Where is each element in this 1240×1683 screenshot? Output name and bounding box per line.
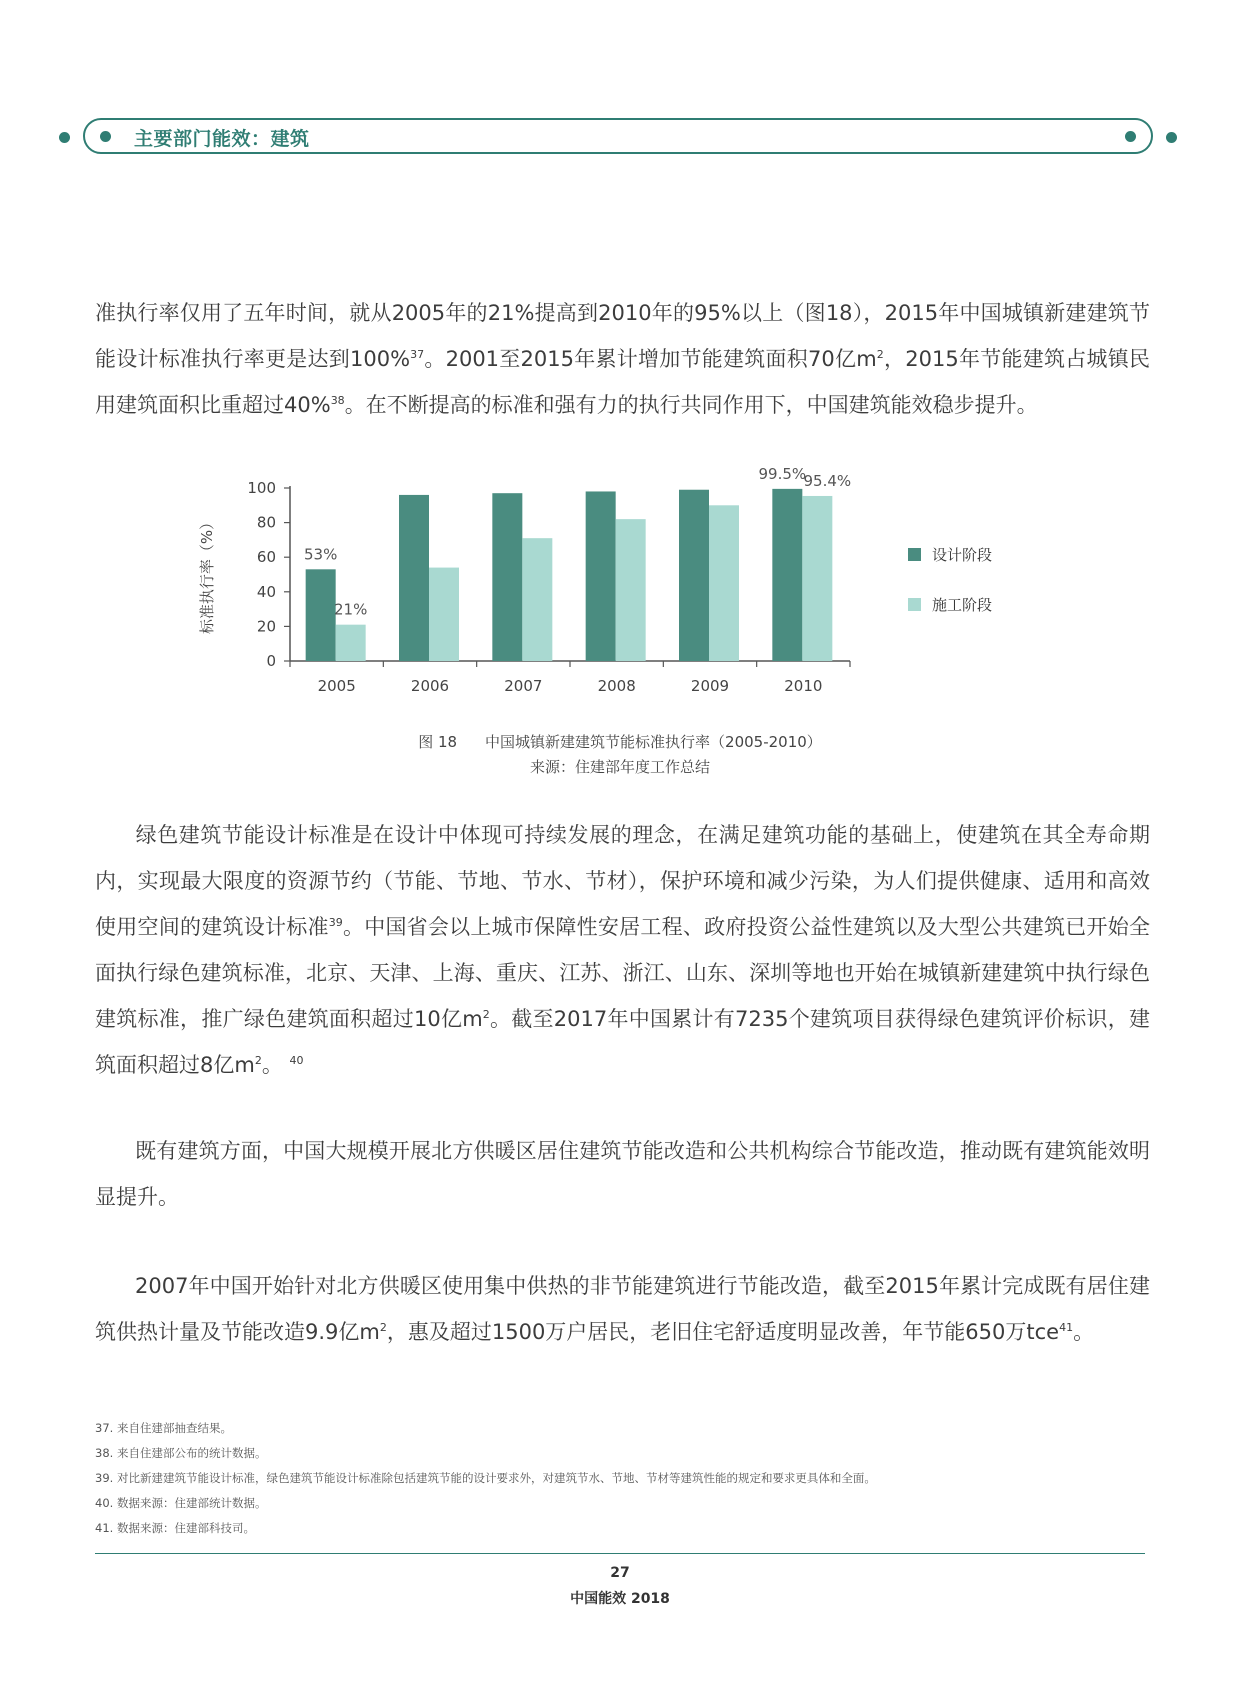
legend-label: 施工阶段 [932, 596, 993, 614]
bar-design [306, 569, 336, 661]
bar-design [586, 491, 616, 661]
y-tick-label: 20 [256, 617, 276, 636]
x-tick-label: 2005 [317, 677, 356, 695]
footnote-ref: 41 [1059, 1321, 1074, 1334]
footnote-41: 41. 数据来源：住建部科技司。 [95, 1521, 255, 1535]
footnote-ref: 39 [328, 916, 343, 929]
text: 。截至2017年中国累计有7235个建筑项目获得绿色建筑评价标识，建筑面积超过8亿m [95, 1007, 1150, 1077]
figure-source: 来源：住建部年度工作总结 [529, 758, 710, 776]
bar-design [679, 490, 709, 661]
footnote-ref: 40 [289, 1054, 304, 1067]
y-tick-label: 40 [256, 582, 276, 601]
y-tick-label: 0 [266, 652, 276, 670]
text: 。2001至2015年累计增加节能建筑面积70亿m [424, 347, 877, 371]
data-label: 99.5% [758, 464, 807, 483]
bar-design [772, 489, 802, 661]
footnote-37: 37. 来自住建部抽查结果。 [95, 1421, 232, 1435]
footnote-40: 40. 数据来源：住建部统计数据。 [95, 1496, 267, 1510]
bar-construction [616, 519, 646, 661]
paragraph-3 [95, 1128, 1150, 1220]
data-label: 53% [303, 545, 338, 564]
text: 2007年中国开始针对北方供暖区使用集中供热的非节能建筑进行节能改造，截至2015年累计完成既有居住建筑供热计量及节能改造9.9亿m [95, 1274, 1150, 1344]
text: 。 [1073, 1320, 1095, 1344]
superscript: 2 [876, 348, 884, 361]
bar-design [492, 493, 522, 661]
publication-title: 中国能效 2018 [570, 1591, 670, 1607]
legend-swatch [908, 548, 921, 561]
header-dot-left-outer [59, 132, 70, 143]
text: 。中国省会以上城市保障性安居工程、政府投资公益性建筑以及大型公共建筑已开始全面执行绿色建筑标准，北京、天津、上海、重庆、江苏、浙江、山东、深圳等地也开始在城镇新建建筑中执行绿色建筑标准，推广绿色建筑面积超过10亿m [95, 915, 1151, 1031]
figure-number: 图 18 [418, 733, 458, 751]
page-number: 27 [610, 1565, 630, 1581]
text: 。在不断提高的标准和强有力的执行共同作用下，中国建筑能效稳步提升。 [344, 393, 1038, 417]
footnote-39: 39. 对比新建建筑节能设计标准，绿色建筑节能设计标准除包括建筑节能的设计要求外，对建筑节水、节地、节材等建筑性能的规定和要求更具体和全面。 [95, 1471, 876, 1485]
bar-construction [709, 505, 739, 661]
section-title: 主要部门能效：建筑 [134, 128, 310, 150]
x-tick-label: 2007 [504, 677, 543, 695]
text: 准执行率仅用了五年时间，就从2005年的21%提高到2010年的95%以上（图18），2015年中国城镇新建建筑节能设计标准执行率更是达到100% [95, 301, 1150, 371]
x-tick-label: 2010 [784, 677, 823, 695]
y-tick-label: 100 [247, 479, 276, 497]
legend-label: 设计阶段 [932, 546, 993, 564]
data-label: 95.4% [803, 471, 852, 490]
text: 绿色建筑节能设计标准是在设计中体现可持续发展的理念，在满足建筑功能的基础上，使建筑在其全寿命期内，实现最大限度的资源节约（节能、节地、节水、节材），保护环境和减少污染，为人们提供健康、适用和高效使用空间的建筑设计标准 [95, 823, 1150, 939]
header-dot-right-outer [1166, 132, 1177, 143]
superscript: 2 [254, 1054, 262, 1067]
superscript: 2 [379, 1321, 387, 1334]
y-tick-label: 60 [256, 548, 276, 567]
y-tick-label: 80 [256, 513, 276, 532]
paragraph-1 [95, 290, 1150, 428]
header-dot-right-inner [1125, 131, 1136, 142]
bar-chart [190, 463, 1070, 703]
text: ，惠及超过1500万户居民，老旧住宅舒适度明显改善，年节能650万tce [386, 1320, 1060, 1344]
text: ，2015年节能建筑占城镇民用建筑面积比重超过40% [95, 347, 1150, 417]
data-label: 21% [333, 600, 368, 619]
bar-construction [336, 625, 366, 661]
footnote-ref: 37 [410, 348, 425, 361]
footer-rule [95, 1553, 1145, 1554]
superscript: 2 [482, 1008, 490, 1021]
bar-design [399, 495, 429, 661]
footnote-ref: 38 [330, 394, 345, 407]
legend-swatch [908, 598, 921, 611]
bar-construction [429, 568, 459, 661]
text: 。 [261, 1053, 283, 1077]
paragraph-4 [95, 1263, 1150, 1355]
bar-construction [802, 496, 832, 661]
x-tick-label: 2009 [690, 677, 730, 695]
y-axis-title: 标准执行率（%） [198, 514, 216, 635]
figure-title: 中国城镇新建建筑节能标准执行率（2005-2010） [485, 733, 822, 751]
x-tick-label: 2008 [597, 677, 636, 695]
paragraph-2 [95, 812, 1150, 1088]
x-tick-label: 2006 [410, 677, 450, 695]
header-dot-left-inner [100, 131, 111, 142]
figure-caption [0, 731, 1240, 752]
bar-construction [522, 538, 552, 661]
text: 既有建筑方面，中国大规模开展北方供暖区居住建筑节能改造和公共机构综合节能改造，推动既有建筑能效明显提升。 [95, 1139, 1150, 1209]
footnote-38: 38. 来自住建部公布的统计数据。 [95, 1446, 267, 1460]
